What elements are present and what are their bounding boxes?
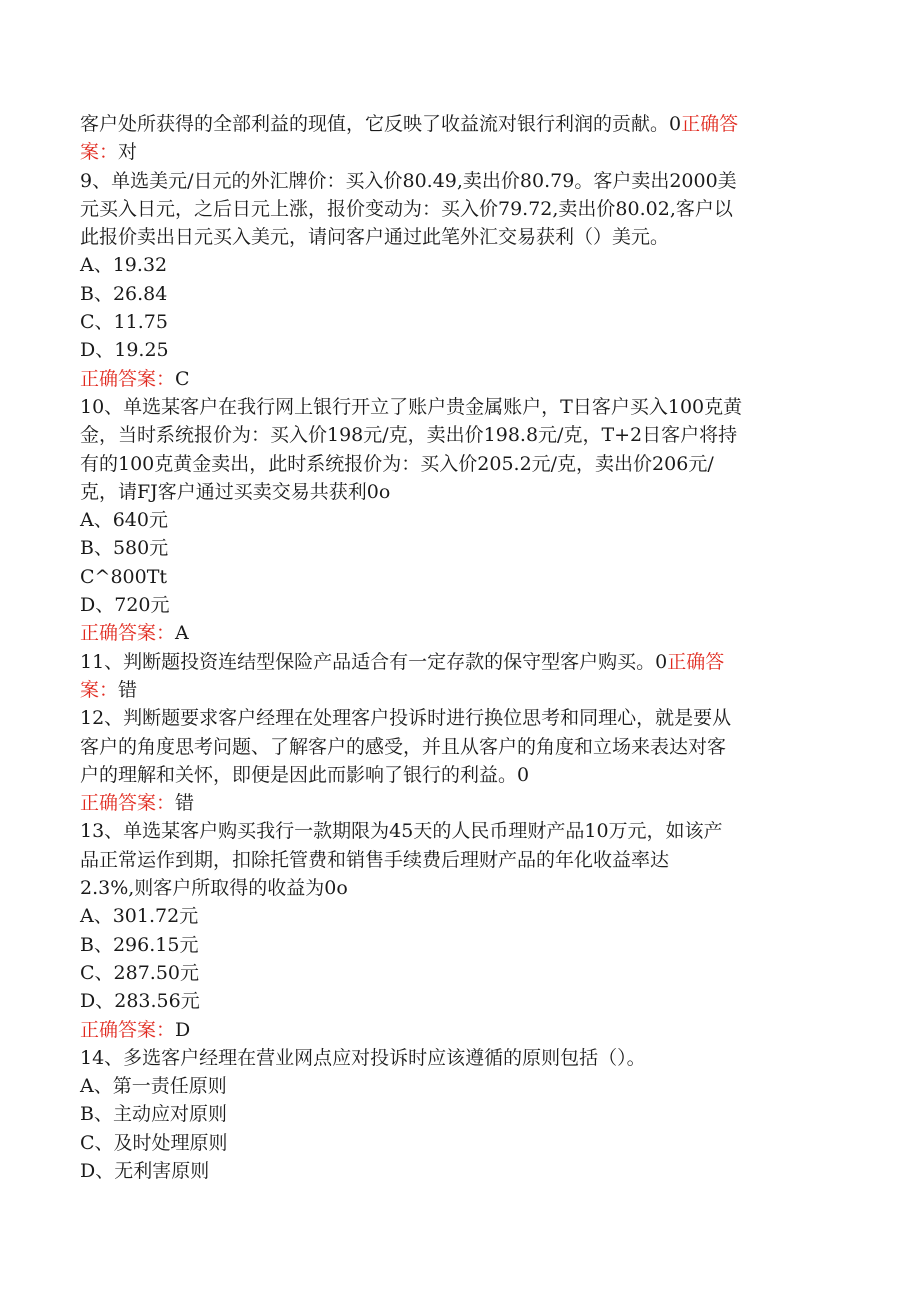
text-line	[80, 789, 850, 817]
text-line	[80, 619, 850, 647]
line-text: A	[175, 622, 189, 645]
line-text: 错	[118, 678, 138, 701]
line-text: D	[175, 1018, 191, 1041]
line-text: C、11.75	[80, 311, 168, 334]
line-text: 11、判断题投资连结型保险产品适合有一定存款的保守型客户购买。0	[80, 650, 668, 673]
answer-label: 正确答	[667, 650, 725, 673]
answer-label: 正确答案：	[80, 367, 176, 390]
line-text: A、640元	[80, 509, 168, 532]
line-text: 错	[175, 792, 195, 815]
document-page	[80, 110, 850, 1185]
text-line	[80, 1100, 850, 1128]
answer-label: 正确答案：	[80, 792, 176, 815]
text-line	[80, 704, 850, 732]
line-text: D、无利害原则	[80, 1159, 210, 1182]
line-text: 户的理解和关怀，即便是因此而影响了银行的利益。0	[80, 763, 530, 786]
text-line	[80, 251, 850, 279]
text-line	[80, 1016, 850, 1044]
text-line	[80, 733, 850, 761]
text-line	[80, 1072, 850, 1100]
line-text: 14、多选客户经理在营业网点应对投诉时应该遵循的原则包括（）。	[80, 1046, 646, 1069]
text-line	[80, 280, 850, 308]
line-text: 此报价卖出日元买入美元，请问客户通过此笔外汇交易获利（）美元。	[80, 226, 670, 249]
answer-label: 正确答案：	[80, 1018, 176, 1041]
line-text: 元买入日元，之后日元上涨，报价变动为：买入价79.72,卖出价80.02,客户以	[80, 197, 733, 220]
text-line	[80, 563, 850, 591]
line-text: D、720元	[80, 594, 170, 617]
text-line	[80, 874, 850, 902]
line-text: B、主动应对原则	[80, 1103, 227, 1126]
line-text: D、19.25	[80, 339, 169, 362]
text-line	[80, 987, 850, 1015]
line-text: 12、判断题要求客户经理在处理客户投诉时进行换位思考和同理心，就是要从	[80, 707, 732, 730]
line-text: A、第一责任原则	[80, 1075, 227, 1098]
text-line	[80, 1157, 850, 1185]
text-line	[80, 450, 850, 478]
text-line	[80, 1129, 850, 1157]
text-line	[80, 506, 850, 534]
line-text: 对	[118, 141, 138, 164]
text-line	[80, 1044, 850, 1072]
text-line	[80, 195, 850, 223]
text-line	[80, 534, 850, 562]
text-line	[80, 365, 850, 393]
line-text: 克，请FJ客户通过买卖交易共获利0o	[80, 480, 391, 503]
line-text: 有的100克黄金卖出，此时系统报价为：买入价205.2元/克，卖出价206元/	[80, 452, 714, 475]
text-line	[80, 308, 850, 336]
text-line	[80, 931, 850, 959]
text-line	[80, 421, 850, 449]
line-text: D、283.56元	[80, 990, 200, 1013]
text-line	[80, 138, 850, 166]
answer-label: 案：	[80, 678, 119, 701]
text-line	[80, 478, 850, 506]
line-text: C	[175, 367, 190, 390]
line-text: 客户处所获得的全部利益的现值，它反映了收益流对银行利润的贡献。0	[80, 113, 682, 135]
text-line	[80, 648, 850, 676]
line-text: B、26.84	[80, 282, 168, 305]
answer-label: 正确答案：	[80, 622, 176, 645]
line-text: A、19.32	[80, 254, 168, 277]
line-text: 10、单选某客户在我行网上银行开立了账户贵金属账户，T日客户买入100克黄	[80, 395, 743, 418]
line-text: B、296.15元	[80, 933, 199, 956]
text-line	[80, 393, 850, 421]
line-text: 客户的角度思考问题、了解客户的感受，并且从客户的角度和立场来表达对客	[80, 735, 727, 758]
text-line	[80, 110, 850, 138]
line-text: 2.3%,则客户所取得的收益为0o	[80, 877, 348, 900]
line-text: 金，当时系统报价为：买入价198元/克，卖出价198.8元/克，T+2日客户将持	[80, 424, 738, 447]
line-text: C、及时处理原则	[80, 1131, 228, 1154]
line-text: C、287.50元	[80, 961, 200, 984]
text-line	[80, 167, 850, 195]
line-text: 品正常运作到期，扣除托管费和销售手续费后理财产品的年化收益率达	[80, 848, 670, 871]
line-text: B、580元	[80, 537, 169, 560]
text-line	[80, 676, 850, 704]
line-text: C^800Tt	[80, 565, 168, 588]
text-line	[80, 959, 850, 987]
answer-label: 案：	[80, 141, 119, 164]
line-text: A、301.72元	[80, 905, 199, 928]
text-line	[80, 817, 850, 845]
line-text: 13、单选某客户购买我行一款期限为45天的人民币理财产品10万元，如该产	[80, 820, 723, 843]
text-line	[80, 336, 850, 364]
text-line	[80, 591, 850, 619]
text-line	[80, 761, 850, 789]
answer-label: 正确答	[681, 113, 739, 135]
text-line	[80, 902, 850, 930]
line-text: 9、单选美元/日元的外汇牌价：买入价80.49,卖出价80.79。客户卖出2000美	[80, 169, 737, 192]
text-line	[80, 846, 850, 874]
text-line	[80, 223, 850, 251]
